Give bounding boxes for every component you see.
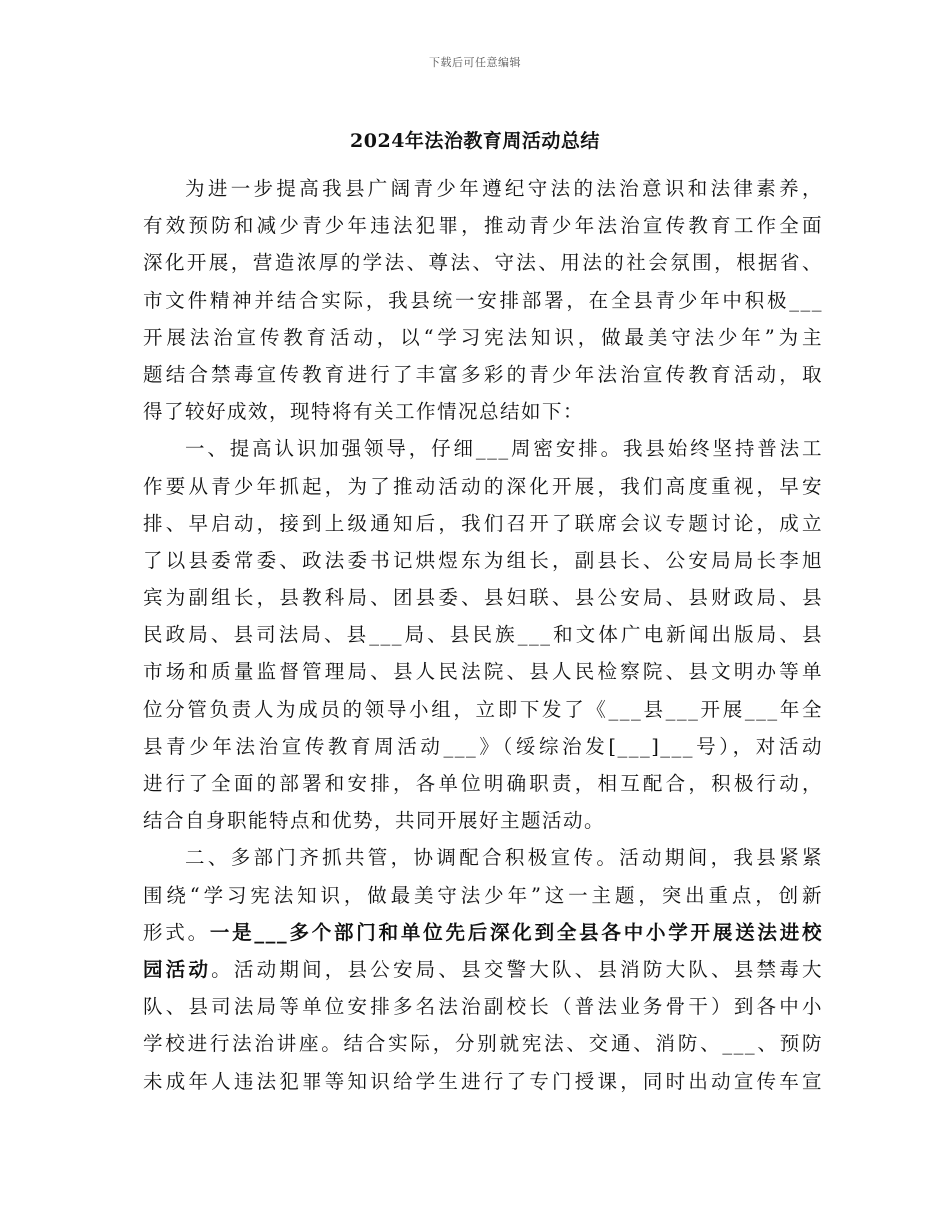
paragraph-line: 题结合禁毒宣传教育进行了丰富多彩的青少年法治宣传教育活动，取: [143, 362, 823, 386]
paragraph-line: 得了较好成效，现特将有关工作情况总结如下：: [143, 400, 585, 424]
paragraph-line: [143, 951, 823, 988]
document-body: [143, 170, 823, 1100]
paragraph-text: 。活动期间，县公安局、县交警大队、县消防大队、县禁毒大: [211, 957, 823, 981]
paragraph-line: 县青少年法治宣传教育周活动___》（绥综治发[___]___号），对活动: [143, 734, 823, 758]
page-header-note: 下载后可任意编辑: [429, 56, 521, 69]
paragraph-line: 排、早启动，接到上级通知后，我们召开了联席会议专题讨论，成立: [143, 511, 823, 535]
paragraph-text: 形式。: [143, 920, 210, 944]
paragraph-line: 学校进行法治讲座。结合实际，分别就宪法、交通、消防、___、预防: [143, 1032, 823, 1056]
bold-highlight-text: 一是___多个部门和单位先后深化到全县各中小学开展送法进校: [209, 920, 823, 944]
paragraph-line: 作要从青少年抓起，为了推动活动的深化开展，我们高度重视，早安: [143, 474, 823, 498]
paragraph-line: 为进一步提高我县广阔青少年遵纪守法的法治意识和法律素养，: [185, 177, 823, 200]
document-title: 2024年法治教育周活动总结: [350, 130, 600, 152]
paragraph-line: 了以县委常委、政法委书记烘煜东为组长，副县长、公安局局长李旭: [143, 548, 823, 572]
bold-highlight-text: 园活动: [143, 957, 212, 981]
paragraph-line: 围绕“学习宪法知识，做最美守法少年”这一主题，突出重点，创新: [143, 883, 823, 907]
paragraph-line: 宾为副组长，县教科局、团县委、县妇联、县公安局、县财政局、县: [143, 586, 823, 610]
paragraph-line: 民政局、县司法局、县___局、县民族___和文体广电新闻出版局、县: [143, 623, 823, 647]
paragraph-line: 位分管负责人为成员的领导小组，立即下发了《___县___开展___年全: [143, 697, 823, 721]
paragraph-line: 结合自身职能特点和优势，共同开展好主题活动。: [143, 809, 606, 833]
paragraph-line: 开展法治宣传教育活动，以“学习宪法知识，做最美守法少年”为主: [143, 325, 823, 349]
paragraph-line: 市文件精神并结合实际，我县统一安排部署，在全县青少年中积极___: [143, 288, 823, 312]
paragraph-line: [143, 914, 823, 951]
paragraph-line: 深化开展，营造浓厚的学法、尊法、守法、用法的社会氛围，根据省、: [143, 251, 823, 275]
paragraph-line: 二、多部门齐抓共管，协调配合积极宣传。活动期间，我县紧紧: [185, 846, 823, 870]
paragraph-line: 队、县司法局等单位安排多名法治副校长（普法业务骨干）到各中小: [143, 995, 823, 1019]
paragraph-line: 一、提高认识加强领导，仔细___周密安排。我县始终坚持普法工: [185, 437, 823, 461]
paragraph-line: 有效预防和减少青少年违法犯罪，推动青少年法治宣传教育工作全面: [143, 214, 823, 238]
paragraph-line: 未成年人违法犯罪等知识给学生进行了专门授课，同时出动宣传车宣: [143, 1069, 823, 1093]
paragraph-line: 进行了全面的部署和安排，各单位明确职责，相互配合，积极行动，: [143, 772, 823, 795]
paragraph-line: 市场和质量监督管理局、县人民法院、县人民检察院、县文明办等单: [143, 660, 823, 684]
